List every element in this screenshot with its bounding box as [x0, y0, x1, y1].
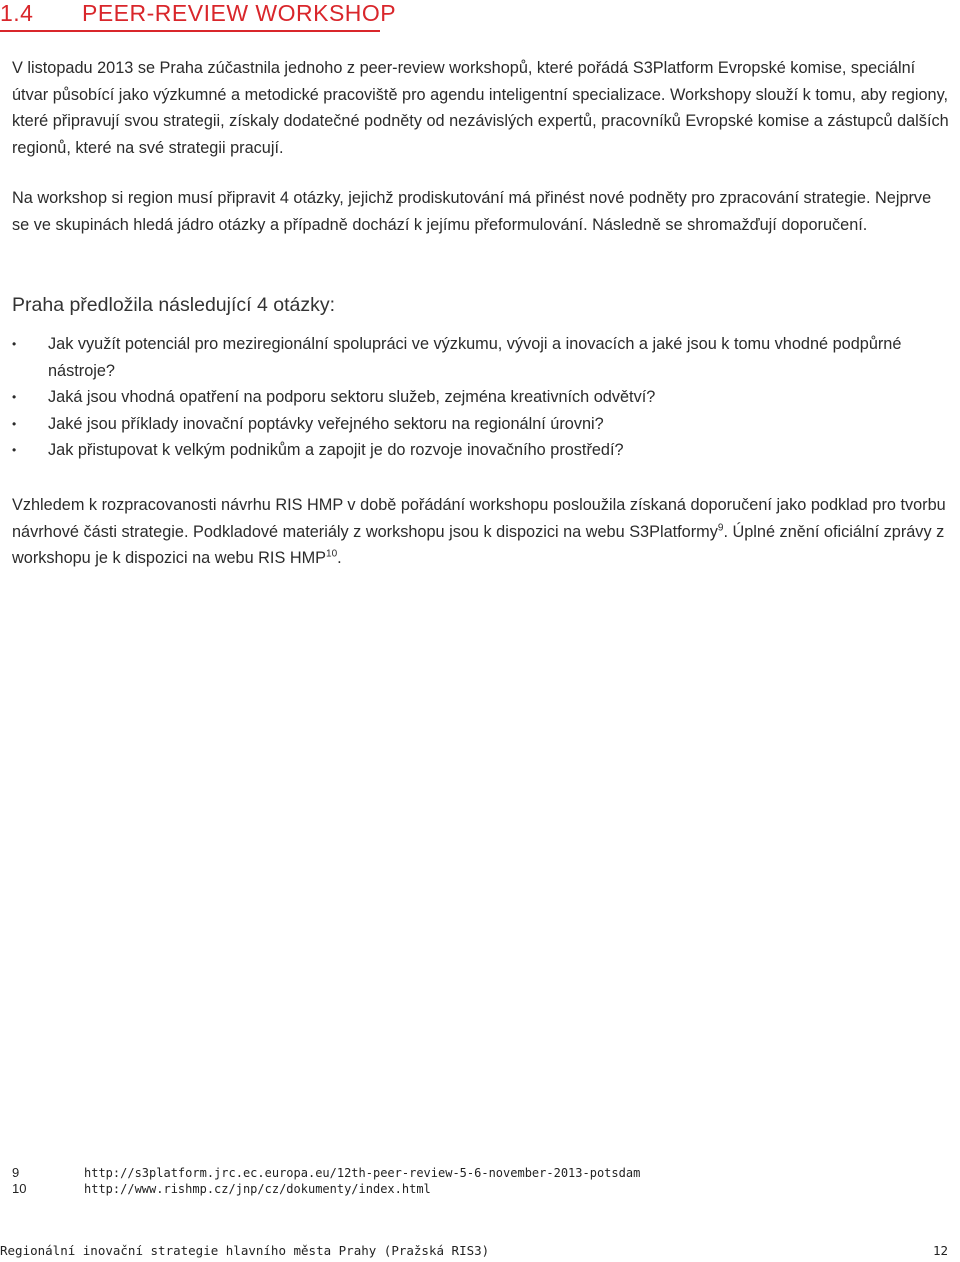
section-number: 1.4 [0, 0, 34, 26]
section-heading [0, 0, 397, 32]
questions-list [12, 331, 912, 464]
list-item: • Jaké jsou příklady inovační poptávky veřejného sektoru na regionální úrovni? [12, 411, 912, 438]
footnote-link[interactable]: http://www.rishmp.cz/jnp/cz/dokumenty/index.html [84, 1182, 431, 1196]
page-number: 12 [932, 1243, 948, 1258]
bullet-icon: • [12, 337, 17, 351]
footnote [12, 1181, 912, 1197]
footnote-link[interactable]: http://s3platform.jrc.ec.europa.eu/12th-peer-review-5-6-november-2013-potsdam [84, 1166, 641, 1180]
questions-subheading: Praha předložila následující 4 otázky: [12, 294, 336, 316]
footnotes [12, 1165, 912, 1197]
list-item: • Jaká jsou vhodná opatření na podporu sektoru služeb, zejména kreativních odvětví? [12, 384, 912, 411]
page-footer [0, 1243, 948, 1258]
footnote-number: 10 [12, 1181, 27, 1196]
footnote-ref-10[interactable]: 10 [326, 548, 338, 560]
workshop-paragraph: Na workshop si region musí připravit 4 otázky, jejichž prodiskutování má přinést nové podněty pro zpracování strategie. Nejprve se ve skupinách hledá jádro otázky a případně dochází k jejímu přeformulování. Následně se shromažďují doporučení. [12, 189, 932, 234]
conclusion-paragraph: Vzhledem k rozpracovanosti návrhu RIS HMP v době pořádání workshopu posloužila získaná doporučení jako podklad pro tvorbu návrhové části strategie. Podkladové materiály z workshopu jsou k dispozici na webu S3Platformy$^9$. Úplné znění oficiální zprávy z workshopu je k dispozici na webu RIS HMP$^{10}$. [12, 496, 946, 567]
list-item: • Jak využít potenciál pro meziregionální spolupráci ve výzkumu, vývoji a inovacích a jaké jsou k tomu vhodné podpůrné nástroje? [12, 331, 912, 384]
bullet-icon: • [12, 390, 17, 404]
list-item: • Jak přistupovat k velkým podnikům a zapojit je do rozvoje inovačního prostředí? [12, 437, 912, 464]
footnote-ref-9[interactable]: 9 [717, 522, 724, 534]
footnote [12, 1165, 912, 1181]
intro-paragraph: V listopadu 2013 se Praha zúčastnila jednoho z peer-review workshopů, které pořádá S3Platform Evropské komise, speciální útvar působící jako výzkumné a metodické pracoviště pro agendu inteligentní specializace. Workshopy slouží k tomu, aby regiony, které připravují svou strategii, získaly dodatečné podněty od nezávislých expertů, pracovníků Evropské komise a zástupců dalších regionů, které na své strategii pracují. [12, 59, 949, 157]
bullet-icon: • [12, 416, 17, 431]
section-title: PEER-REVIEW WORKSHOP [82, 0, 397, 26]
footnote-number: 9 [12, 1165, 20, 1180]
bullet-icon: • [12, 443, 17, 457]
document-title: Regionální inovační strategie hlavního města Prahy (Pražská RIS3) [0, 1243, 490, 1258]
